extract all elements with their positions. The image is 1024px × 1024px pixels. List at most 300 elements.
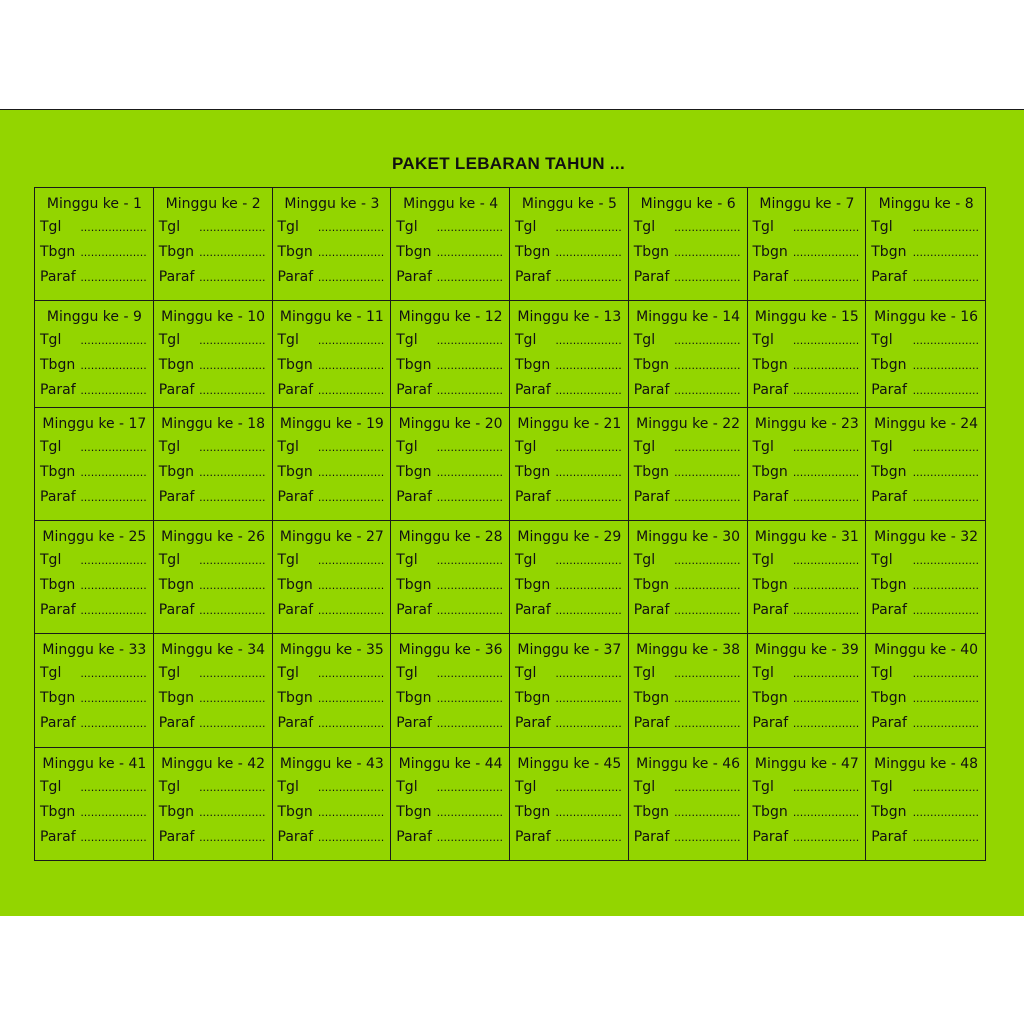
signature-line <box>159 598 268 623</box>
date-line <box>871 775 981 800</box>
signature-blank: ................... <box>555 271 622 284</box>
signature-label: Paraf <box>277 715 314 731</box>
week-label: Minggu ke - 25 <box>42 529 147 545</box>
signature-line <box>278 711 387 736</box>
week-cell <box>748 748 867 860</box>
signature-label: Paraf <box>40 269 76 285</box>
savings-line <box>634 460 743 485</box>
date-line <box>159 548 268 573</box>
date-label: Tgl <box>158 665 181 681</box>
signature-line <box>396 711 505 736</box>
date-blank: ................... <box>674 334 741 347</box>
signature-blank: ................... <box>80 717 147 730</box>
signature-blank: ................... <box>792 271 860 284</box>
week-cell <box>273 748 392 860</box>
week-label: Minggu ke - 16 <box>874 309 979 325</box>
date-blank: ................... <box>674 667 741 680</box>
date-blank: ................... <box>317 441 385 454</box>
date-line <box>871 661 981 686</box>
signature-line <box>871 825 981 850</box>
savings-label: Tbgn <box>277 577 313 593</box>
date-label: Tgl <box>871 779 893 795</box>
savings-blank: ................... <box>555 806 622 819</box>
week-cell <box>866 634 985 748</box>
signature-line <box>40 598 149 623</box>
date-blank: ................... <box>80 667 147 680</box>
signature-label: Paraf <box>40 715 76 731</box>
signature-label: Paraf <box>158 602 195 618</box>
savings-label: Tbgn <box>633 804 669 820</box>
signature-label: Paraf <box>871 382 907 398</box>
signature-label: Paraf <box>277 602 314 618</box>
savings-blank: ................... <box>80 692 147 705</box>
signature-blank: ................... <box>792 831 860 844</box>
signature-label: Paraf <box>633 829 670 845</box>
week-cell <box>154 301 273 408</box>
week-cell <box>154 188 273 301</box>
savings-label: Tbgn <box>633 357 669 373</box>
date-label: Tgl <box>515 219 537 235</box>
week-cell <box>154 521 273 634</box>
week-cell <box>273 408 392 521</box>
date-line <box>159 435 268 460</box>
date-blank: ................... <box>674 441 741 454</box>
signature-blank: ................... <box>792 491 860 504</box>
date-label: Tgl <box>40 332 62 348</box>
signature-blank: ................... <box>674 491 741 504</box>
week-cell <box>748 634 867 748</box>
signature-label: Paraf <box>752 715 789 731</box>
date-blank: ................... <box>674 221 741 234</box>
date-label: Tgl <box>277 332 299 348</box>
date-line <box>753 215 862 240</box>
signature-label: Paraf <box>277 382 314 398</box>
signature-blank: ................... <box>199 831 266 844</box>
signature-blank: ................... <box>317 604 385 617</box>
savings-line <box>396 573 505 598</box>
signature-label: Paraf <box>871 715 907 731</box>
savings-label: Tbgn <box>277 690 313 706</box>
signature-line <box>159 825 268 850</box>
signature-line <box>515 485 624 510</box>
week-label: Minggu ke - 20 <box>398 416 503 432</box>
date-blank: ................... <box>436 667 503 680</box>
date-blank: ................... <box>912 221 979 234</box>
date-label: Tgl <box>633 665 656 681</box>
savings-label: Tbgn <box>277 804 313 820</box>
week-cell <box>391 748 510 860</box>
signature-line <box>634 265 743 290</box>
savings-label: Tbgn <box>277 244 313 260</box>
signature-blank: ................... <box>912 831 979 844</box>
signature-line <box>278 265 387 290</box>
savings-label: Tbgn <box>40 357 76 373</box>
signature-label: Paraf <box>158 382 195 398</box>
savings-blank: ................... <box>912 466 979 479</box>
savings-blank: ................... <box>555 466 622 479</box>
savings-line <box>278 686 387 711</box>
week-label: Minggu ke - 42 <box>161 756 266 772</box>
week-label: Minggu ke - 14 <box>636 309 741 325</box>
date-label: Tgl <box>752 779 774 795</box>
signature-label: Paraf <box>871 829 907 845</box>
week-label: Minggu ke - 19 <box>279 416 384 432</box>
week-cell <box>154 408 273 521</box>
week-label: Minggu ke - 24 <box>874 416 979 432</box>
signature-line <box>753 485 862 510</box>
savings-line <box>396 240 505 265</box>
date-label: Tgl <box>515 332 537 348</box>
week-label: Minggu ke - 13 <box>517 309 622 325</box>
date-label: Tgl <box>515 552 537 568</box>
savings-blank: ................... <box>555 359 622 372</box>
signature-line <box>40 485 149 510</box>
date-line <box>634 328 743 353</box>
savings-label: Tbgn <box>752 244 788 260</box>
savings-blank: ................... <box>199 246 266 259</box>
savings-line <box>753 353 862 378</box>
date-blank: ................... <box>555 781 622 794</box>
savings-blank: ................... <box>317 692 385 705</box>
date-line <box>278 775 387 800</box>
signature-label: Paraf <box>752 269 789 285</box>
card-title: PAKET LEBARAN TAHUN ... <box>392 154 625 173</box>
signature-blank: ................... <box>436 717 503 730</box>
signature-blank: ................... <box>555 717 622 730</box>
signature-label: Paraf <box>752 489 789 505</box>
date-line <box>515 775 624 800</box>
week-label: Minggu ke - 30 <box>636 529 741 545</box>
savings-blank: ................... <box>436 579 503 592</box>
savings-label: Tbgn <box>40 577 76 593</box>
signature-line <box>515 825 624 850</box>
signature-label: Paraf <box>158 829 195 845</box>
signature-label: Paraf <box>40 602 76 618</box>
date-blank: ................... <box>199 334 266 347</box>
signature-label: Paraf <box>277 489 314 505</box>
week-cell <box>273 188 392 301</box>
signature-line <box>278 378 387 403</box>
savings-blank: ................... <box>199 466 266 479</box>
date-blank: ................... <box>555 221 622 234</box>
savings-line <box>396 353 505 378</box>
date-label: Tgl <box>515 439 537 455</box>
signature-line <box>159 711 268 736</box>
week-label: Minggu ke - 6 <box>640 196 736 212</box>
date-label: Tgl <box>40 439 62 455</box>
week-cell <box>510 408 629 521</box>
date-blank: ................... <box>555 441 622 454</box>
date-label: Tgl <box>277 665 299 681</box>
date-blank: ................... <box>912 554 979 567</box>
savings-label: Tbgn <box>158 577 194 593</box>
date-label: Tgl <box>633 439 656 455</box>
signature-blank: ................... <box>199 384 266 397</box>
week-cell <box>866 521 985 634</box>
savings-line <box>40 353 149 378</box>
signature-blank: ................... <box>674 717 741 730</box>
date-label: Tgl <box>633 219 656 235</box>
week-cell <box>154 634 273 748</box>
signature-line <box>871 378 981 403</box>
signature-line <box>634 485 743 510</box>
week-label: Minggu ke - 32 <box>874 529 979 545</box>
date-label: Tgl <box>396 779 418 795</box>
date-label: Tgl <box>396 332 418 348</box>
savings-blank: ................... <box>912 692 979 705</box>
signature-line <box>278 598 387 623</box>
savings-blank: ................... <box>674 579 741 592</box>
signature-blank: ................... <box>912 384 979 397</box>
week-label: Minggu ke - 7 <box>759 196 855 212</box>
date-label: Tgl <box>158 552 181 568</box>
week-cell <box>510 301 629 408</box>
savings-line <box>515 460 624 485</box>
savings-blank: ................... <box>199 806 266 819</box>
signature-label: Paraf <box>871 269 907 285</box>
week-cell <box>629 634 748 748</box>
week-label: Minggu ke - 5 <box>521 196 617 212</box>
savings-line <box>278 460 387 485</box>
date-blank: ................... <box>436 781 503 794</box>
savings-label: Tbgn <box>871 357 907 373</box>
week-cell <box>629 521 748 634</box>
savings-line <box>753 800 862 825</box>
savings-line <box>634 686 743 711</box>
date-line <box>871 328 981 353</box>
savings-line <box>871 240 981 265</box>
week-label: Minggu ke - 10 <box>161 309 266 325</box>
date-label: Tgl <box>277 439 299 455</box>
date-line <box>634 435 743 460</box>
date-label: Tgl <box>40 219 62 235</box>
signature-label: Paraf <box>633 489 670 505</box>
signature-label: Paraf <box>515 489 551 505</box>
week-label: Minggu ke - 8 <box>878 196 974 212</box>
date-blank: ................... <box>792 221 860 234</box>
date-label: Tgl <box>871 219 893 235</box>
date-label: Tgl <box>396 552 418 568</box>
signature-label: Paraf <box>752 829 789 845</box>
date-line <box>515 661 624 686</box>
date-line <box>515 548 624 573</box>
week-label: Minggu ke - 21 <box>517 416 622 432</box>
date-blank: ................... <box>912 667 979 680</box>
signature-blank: ................... <box>436 491 503 504</box>
savings-blank: ................... <box>674 246 741 259</box>
date-blank: ................... <box>80 221 147 234</box>
savings-line <box>753 686 862 711</box>
savings-line <box>515 573 624 598</box>
signature-label: Paraf <box>633 269 670 285</box>
signature-blank: ................... <box>792 604 860 617</box>
savings-label: Tbgn <box>871 464 907 480</box>
week-cell <box>273 301 392 408</box>
signature-label: Paraf <box>633 382 670 398</box>
savings-blank: ................... <box>912 246 979 259</box>
week-cell <box>273 521 392 634</box>
date-blank: ................... <box>317 334 385 347</box>
week-label: Minggu ke - 33 <box>42 642 147 658</box>
date-blank: ................... <box>199 667 266 680</box>
date-label: Tgl <box>633 779 656 795</box>
date-line <box>40 328 149 353</box>
date-blank: ................... <box>317 221 385 234</box>
signature-blank: ................... <box>436 384 503 397</box>
date-line <box>159 215 268 240</box>
signature-line <box>871 485 981 510</box>
date-label: Tgl <box>158 779 181 795</box>
week-label: Minggu ke - 48 <box>874 756 979 772</box>
savings-label: Tbgn <box>158 804 194 820</box>
signature-line <box>515 711 624 736</box>
date-line <box>871 215 981 240</box>
week-cell <box>748 301 867 408</box>
savings-line <box>634 240 743 265</box>
signature-blank: ................... <box>555 604 622 617</box>
date-blank: ................... <box>80 334 147 347</box>
signature-blank: ................... <box>792 384 860 397</box>
savings-line <box>515 686 624 711</box>
savings-line <box>40 240 149 265</box>
signature-blank: ................... <box>317 271 385 284</box>
savings-label: Tbgn <box>40 244 76 260</box>
signature-blank: ................... <box>674 384 741 397</box>
savings-label: Tbgn <box>158 464 194 480</box>
week-cell <box>629 748 748 860</box>
signature-line <box>396 825 505 850</box>
savings-line <box>159 573 268 598</box>
date-label: Tgl <box>515 779 537 795</box>
date-line <box>159 328 268 353</box>
savings-label: Tbgn <box>396 690 432 706</box>
savings-line <box>871 460 981 485</box>
savings-label: Tbgn <box>396 577 432 593</box>
date-line <box>871 435 981 460</box>
savings-line <box>634 573 743 598</box>
date-label: Tgl <box>752 665 774 681</box>
savings-line <box>278 353 387 378</box>
signature-blank: ................... <box>912 491 979 504</box>
savings-line <box>40 686 149 711</box>
signature-label: Paraf <box>277 269 314 285</box>
signature-line <box>278 485 387 510</box>
savings-line <box>871 573 981 598</box>
date-label: Tgl <box>633 332 656 348</box>
savings-line <box>159 800 268 825</box>
savings-blank: ................... <box>317 246 385 259</box>
signature-label: Paraf <box>633 602 670 618</box>
date-label: Tgl <box>396 219 418 235</box>
date-line <box>634 215 743 240</box>
date-label: Tgl <box>871 332 893 348</box>
savings-label: Tbgn <box>40 690 76 706</box>
date-blank: ................... <box>792 441 860 454</box>
signature-label: Paraf <box>158 269 195 285</box>
date-line <box>396 435 505 460</box>
signature-line <box>515 598 624 623</box>
savings-blank: ................... <box>555 692 622 705</box>
date-blank: ................... <box>436 334 503 347</box>
savings-blank: ................... <box>80 579 147 592</box>
signature-blank: ................... <box>80 271 147 284</box>
signature-line <box>159 378 268 403</box>
savings-line <box>40 800 149 825</box>
signature-line <box>753 825 862 850</box>
signature-line <box>396 485 505 510</box>
date-line <box>159 661 268 686</box>
signature-blank: ................... <box>199 271 266 284</box>
savings-label: Tbgn <box>633 244 669 260</box>
week-cell <box>748 188 867 301</box>
savings-label: Tbgn <box>871 804 907 820</box>
signature-blank: ................... <box>912 271 979 284</box>
week-label: Minggu ke - 35 <box>279 642 384 658</box>
week-label: Minggu ke - 2 <box>165 196 261 212</box>
savings-label: Tbgn <box>871 244 907 260</box>
date-line <box>634 775 743 800</box>
savings-blank: ................... <box>674 466 741 479</box>
savings-blank: ................... <box>792 692 860 705</box>
date-line <box>278 215 387 240</box>
date-blank: ................... <box>199 441 266 454</box>
savings-blank: ................... <box>317 466 385 479</box>
signature-line <box>753 378 862 403</box>
signature-label: Paraf <box>158 489 195 505</box>
signature-blank: ................... <box>80 491 147 504</box>
week-label: Minggu ke - 15 <box>754 309 859 325</box>
savings-blank: ................... <box>555 246 622 259</box>
savings-blank: ................... <box>80 246 147 259</box>
date-label: Tgl <box>396 439 418 455</box>
date-line <box>753 775 862 800</box>
date-blank: ................... <box>792 667 860 680</box>
savings-line <box>278 800 387 825</box>
date-label: Tgl <box>515 665 537 681</box>
signature-label: Paraf <box>515 829 551 845</box>
savings-line <box>871 686 981 711</box>
signature-label: Paraf <box>277 829 314 845</box>
savings-line <box>753 240 862 265</box>
date-line <box>40 215 149 240</box>
signature-label: Paraf <box>158 715 195 731</box>
signature-line <box>396 598 505 623</box>
savings-label: Tbgn <box>515 804 551 820</box>
signature-blank: ................... <box>555 831 622 844</box>
date-label: Tgl <box>277 552 299 568</box>
savings-line <box>753 460 862 485</box>
savings-line <box>753 573 862 598</box>
savings-label: Tbgn <box>752 357 788 373</box>
signature-label: Paraf <box>40 829 76 845</box>
week-label: Minggu ke - 46 <box>636 756 741 772</box>
week-label: Minggu ke - 39 <box>754 642 859 658</box>
signature-line <box>634 378 743 403</box>
signature-line <box>278 825 387 850</box>
week-label: Minggu ke - 45 <box>517 756 622 772</box>
savings-blank: ................... <box>199 692 266 705</box>
week-cell <box>35 408 154 521</box>
week-label: Minggu ke - 26 <box>161 529 266 545</box>
week-cell <box>866 408 985 521</box>
week-cell <box>866 748 985 860</box>
savings-blank: ................... <box>674 692 741 705</box>
week-label: Minggu ke - 36 <box>398 642 503 658</box>
week-label: Minggu ke - 40 <box>874 642 979 658</box>
savings-line <box>40 460 149 485</box>
date-label: Tgl <box>277 219 299 235</box>
weekly-grid <box>34 187 986 861</box>
